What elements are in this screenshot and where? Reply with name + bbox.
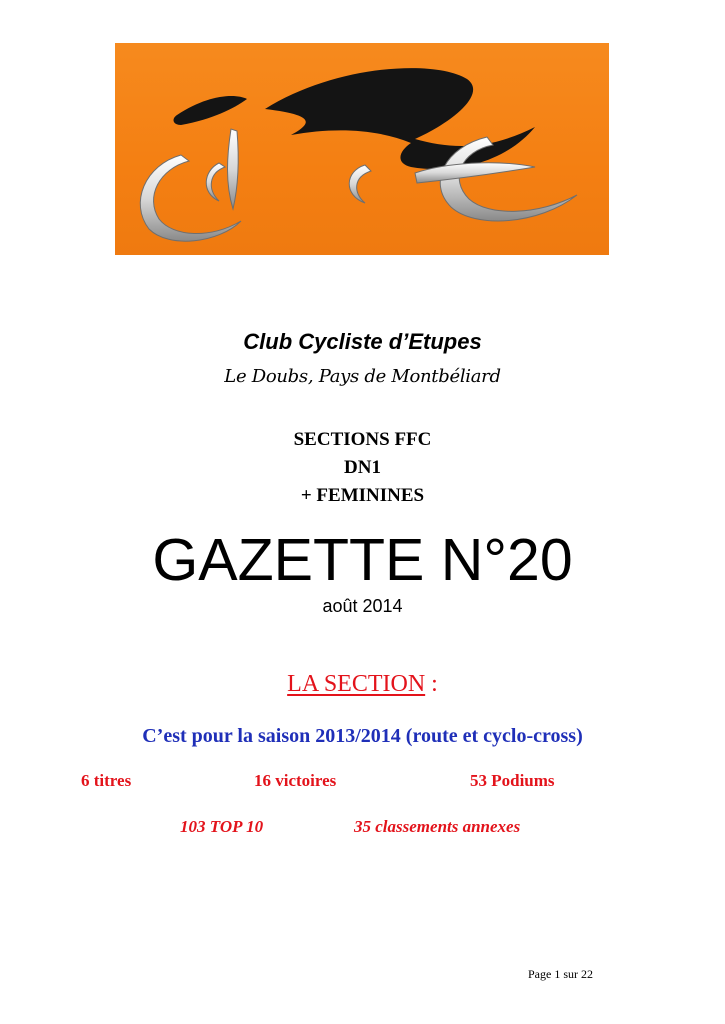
club-logo bbox=[115, 43, 609, 255]
club-name: Club Cycliste d’Etupes bbox=[243, 329, 482, 354]
stat-victoires: 16 victoires bbox=[254, 771, 337, 790]
section-line-dn1: DN1 bbox=[344, 457, 381, 478]
section-heading-suffix: : bbox=[425, 671, 438, 697]
page-number: Page 1 sur 22 bbox=[528, 967, 593, 981]
stat-classements: 35 classements annexes bbox=[354, 817, 521, 836]
sections-list bbox=[0, 426, 725, 510]
stat-podiums: 53 Podiums bbox=[470, 771, 555, 790]
stat-top10: 103 TOP 10 bbox=[180, 817, 264, 836]
section-line-feminines: + FEMININES bbox=[300, 485, 425, 506]
stat-titres: 6 titres bbox=[81, 771, 132, 790]
section-heading bbox=[0, 668, 725, 700]
gazette-title: GAZETTE N°20 bbox=[152, 527, 573, 593]
gazette-date: août 2014 bbox=[322, 596, 403, 616]
season-line: C’est pour la saison 2013/2014 (route et cyclo-cross) bbox=[142, 725, 583, 747]
section-heading-label: LA SECTION bbox=[287, 671, 426, 697]
club-subtitle: Le Doubs, Pays de Montbéliard bbox=[224, 366, 501, 387]
section-line-ffc: SECTIONS FFC bbox=[293, 429, 432, 450]
cycling-club-logo-icon bbox=[115, 43, 609, 255]
